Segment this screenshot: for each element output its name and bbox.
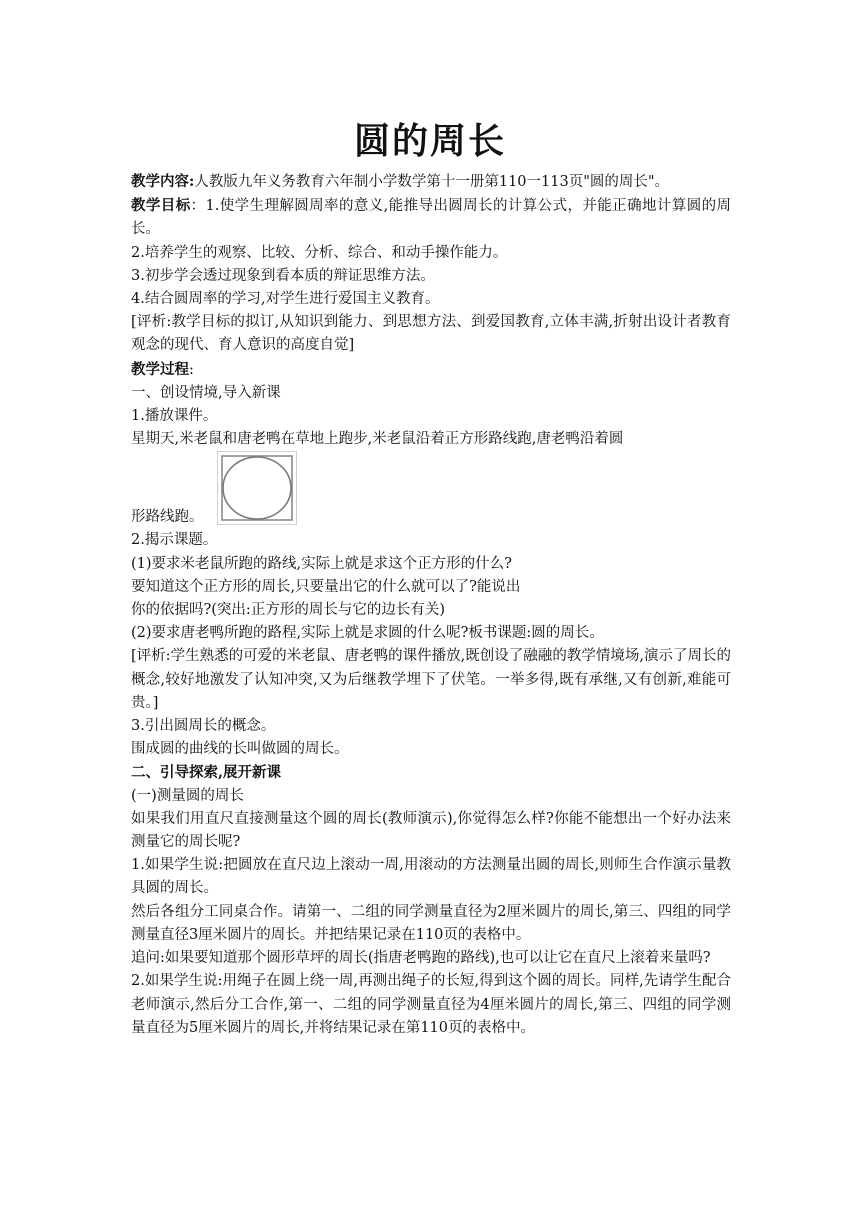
section-1-question-2: (2)要求唐老鸭所跑的路程,实际上就是求圆的什么呢?板书课题:圆的周长。 [131, 625, 604, 642]
section-2-paragraph-2: 然后各组分工同桌合作。请第一、二组的同学测量直径为2厘米圆片的周长,第三、四组的同学测量直径3厘米圆片的周长。并把结果记录在110页的表格中。 [131, 903, 731, 943]
content-text: 人教版九年义务教育六年制小学数学第十一册第110一113页"圆的周长"。 [194, 174, 670, 190]
section-2-sub-1: (一)测量圆的周长 [131, 787, 244, 804]
section-1-question-1b: 要知道这个正方形的周长,只要量出它的什么就可以了?能说出 [131, 578, 521, 595]
goal-item-3: 3.初步学会透过现象到看本质的辩证思维方法。 [131, 267, 435, 284]
section-2-paragraph-3: 追问:如果要知道那个圆形草坪的周长(指唐老鸭跑的路线),也可以让它在直尺上滚着来量吗? [131, 950, 711, 967]
section-1-story-end: 形路线跑。 [131, 509, 204, 526]
section-2-intro: 如果我们用直尺直接测量这个圆的周长(教师演示),你觉得怎么样?你能不能想出一个好办法来测量它的周长呢? [131, 810, 731, 851]
section-1-definition: 围成圆的曲线的长叫做圆的周长。 [131, 741, 349, 758]
goal-item-2: 2.培养学生的观察、比较、分析、综合、和动手操作能力。 [131, 244, 508, 261]
goals-comment: [评析:教学目标的拟订,从知识到能力、到思想方法、到爱国教育,立体丰满,折射出设计者教育观念的现代、育人意识的高度自觉] [131, 314, 731, 354]
section-1-item-2: 2.揭示课题。 [131, 532, 218, 549]
process-heading [131, 358, 731, 382]
process-label: 教学过程 [131, 360, 189, 378]
document-body [131, 170, 731, 1040]
section-2-paragraph-4: 2.如果学生说:用绳子在圆上绕一周,再测出绳子的长短,得到这个圆的周长。同样,先请学生配合老师演示,然后分工合作,第一、二组的同学测量直径为4厘米圆片的周长,第三、四组的同学测量直径为5厘米圆片的周长,并将结果记录在第110页的表格中。 [131, 973, 731, 1036]
section-1-question-1c: 你的依据吗?(突出:正方形的周长与它的边长有关) [131, 602, 445, 619]
section-1-comment: [评析:学生熟悉的可爱的米老鼠、唐老鸭的课件播放,既创设了融融的教学情境场,演示了周长的概念,较好地激发了认知冲突,又为后继教学埋下了伏笔。一举多得,既有承继,又有创新,难能可贵。] [131, 648, 731, 711]
goal-item-1: ：1.使学生理解圆周率的意义,能推导出圆周长的计算公式，并能正确地计算圆的周长。 [131, 198, 731, 238]
goal-paragraph-1 [131, 194, 731, 241]
section-2-heading: 二、引导探索,展开新课 [131, 764, 282, 782]
section-1-item-3: 3.引出圆周长的概念。 [131, 718, 276, 735]
goal-item-4: 4.结合圆周率的学习,对学生进行爱国主义教育。 [131, 291, 440, 308]
content-paragraph [131, 170, 731, 194]
section-1-question-1: (1)要求米老鼠所跑的路线,实际上就是求这个正方形的什么? [131, 555, 512, 572]
story-figure-line [131, 451, 731, 529]
section-1-story: 星期天,米老鼠和唐老鸭在草地上跑步,米老鼠沿着正方形路线跑,唐老鸭沿着圆 [131, 431, 624, 448]
section-2-paragraph-1: 1.如果学生说:把圆放在直尺边上滚动一周,用滚动的方法测量出圆的周长,则师生合作演示量教具圆的周长。 [131, 857, 731, 897]
page-title: 圆的周长 [353, 121, 506, 162]
section-1-item-1: 1.播放课件。 [131, 408, 218, 425]
content-label: 教学内容: [131, 173, 195, 190]
section-1-heading: 一、创设情境,导入新课 [131, 384, 281, 401]
goals-label: 教学目标 [131, 197, 191, 215]
process-colon: : [189, 361, 194, 378]
square-with-inscribed-circle-icon [217, 451, 297, 525]
